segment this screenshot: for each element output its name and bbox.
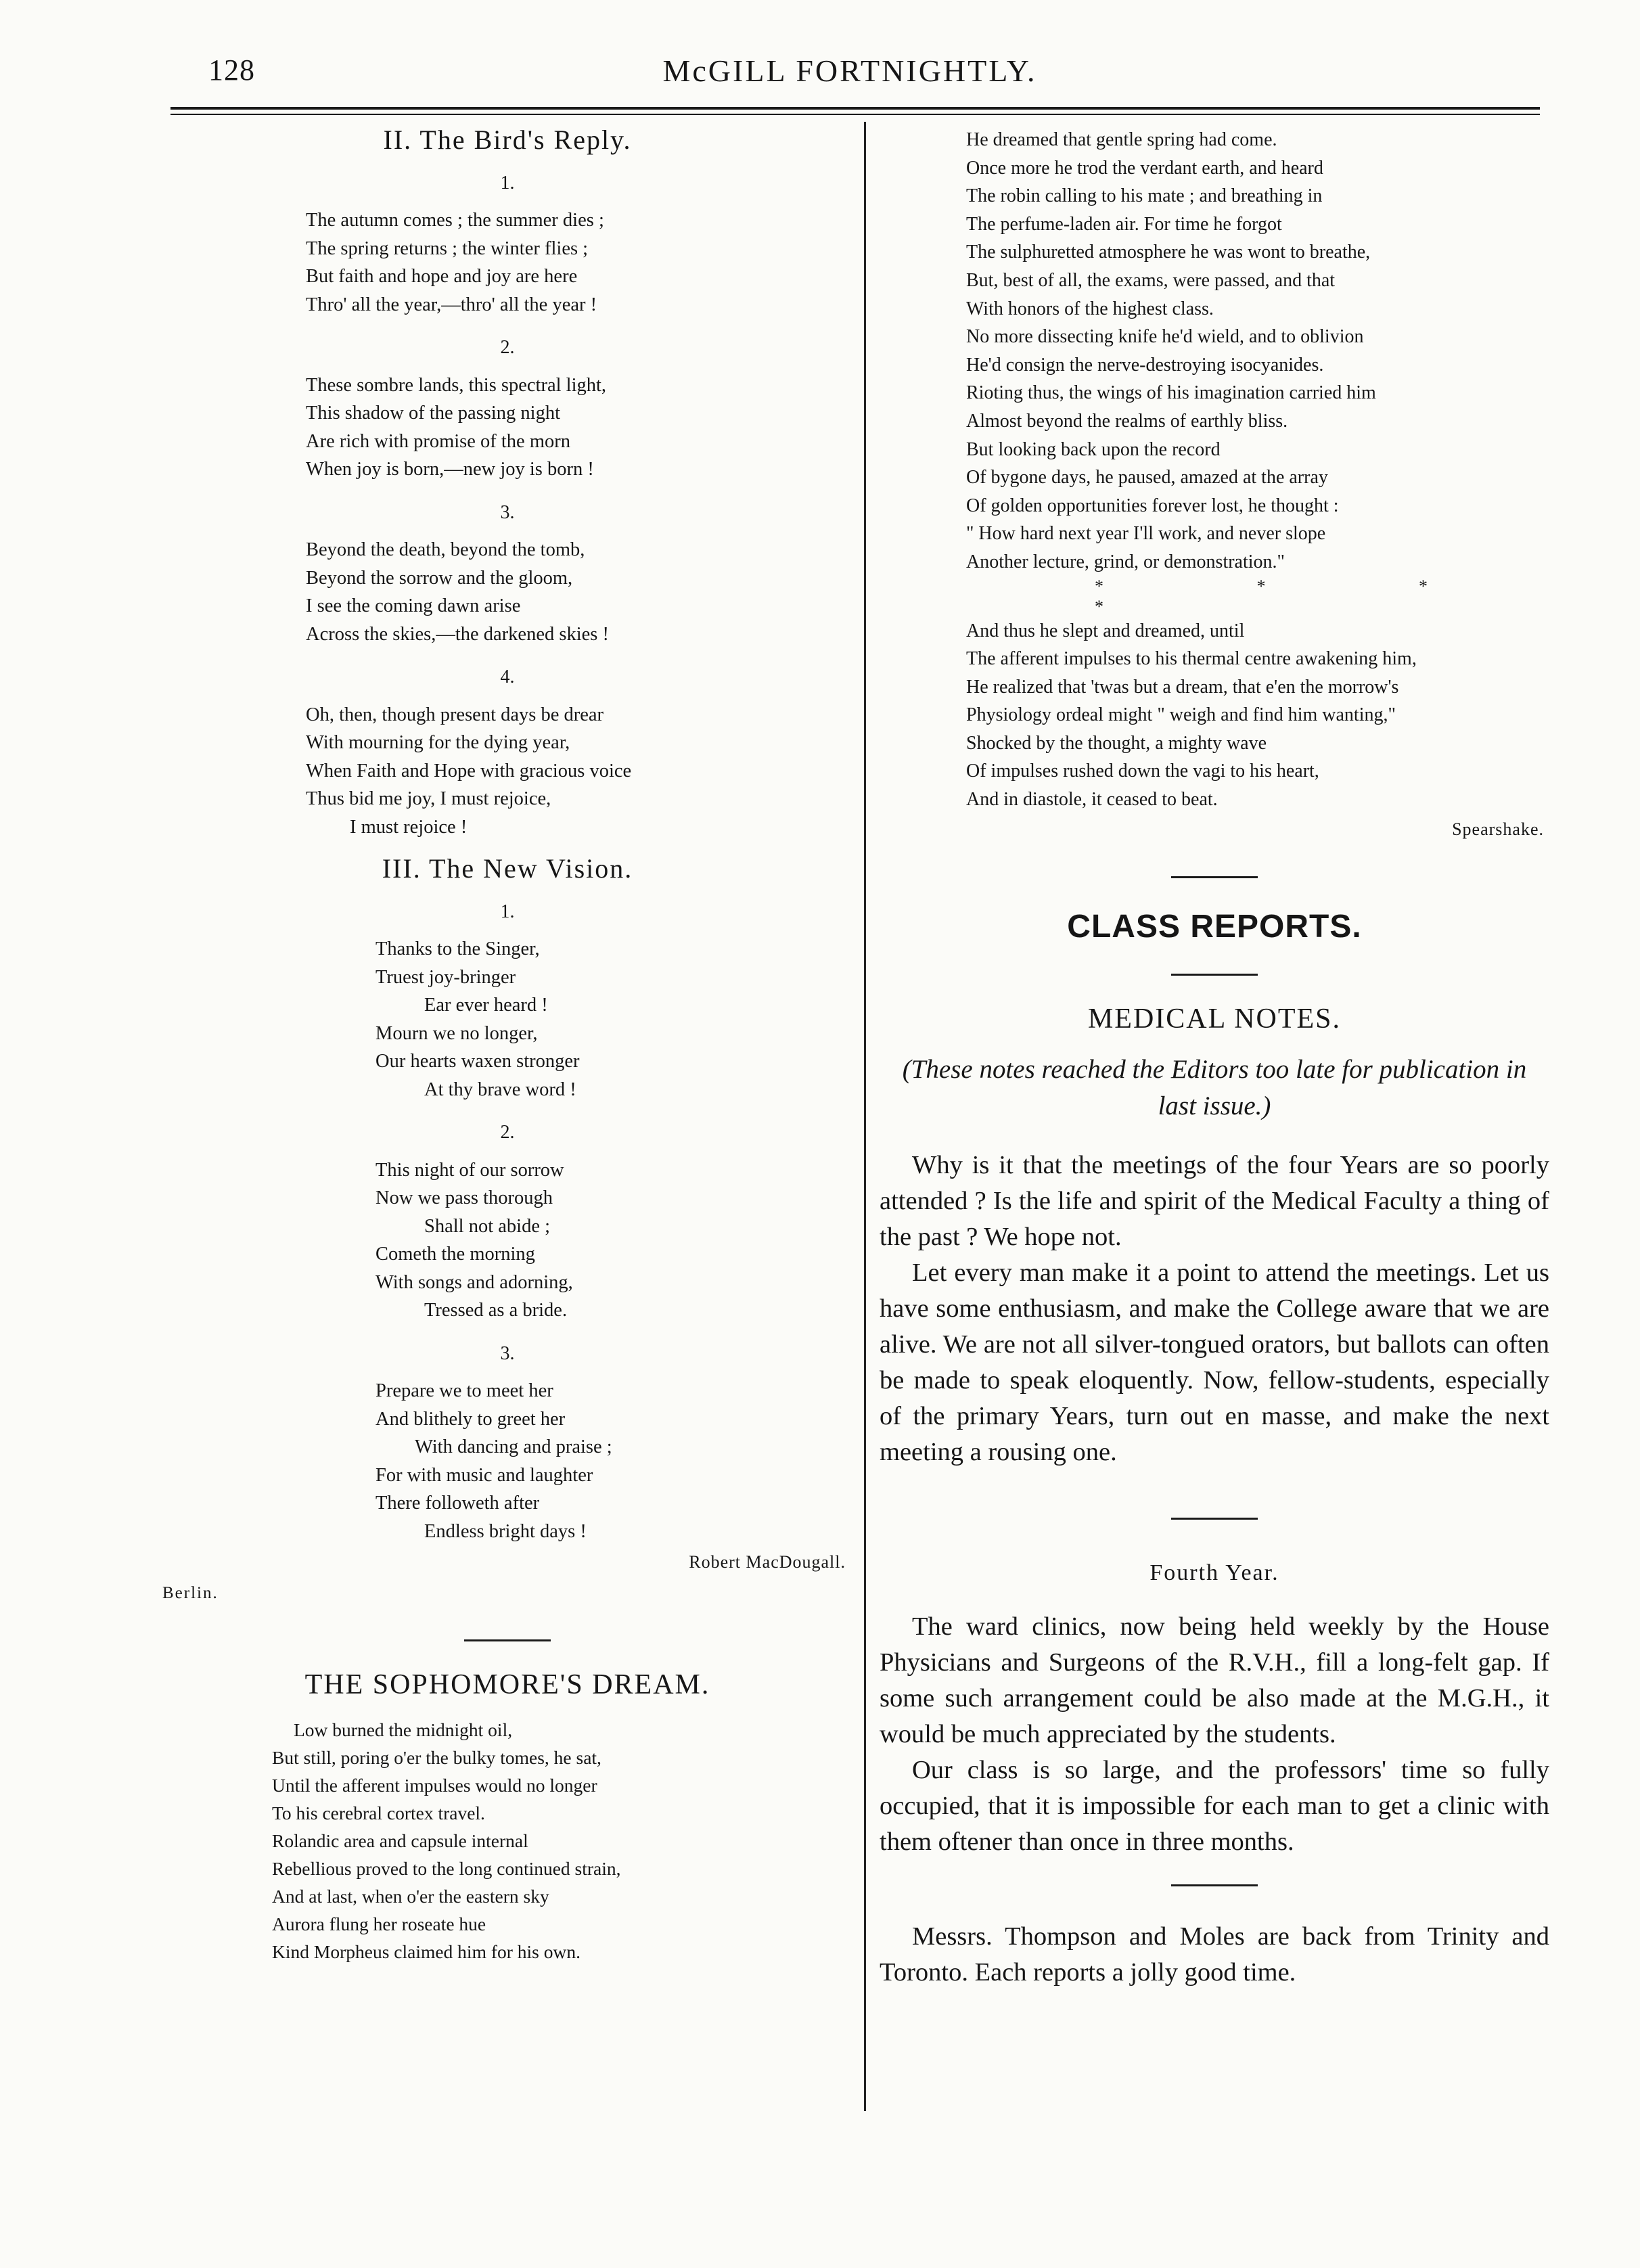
stanza-lines [375,935,846,1104]
paragraph: Messrs. Thompson and Moles are back from Trinity and Toronto. Each reports a jolly good time. [880,1922,1549,1987]
header-rule [170,107,1540,110]
poem-line: Endless bright days ! [424,1520,587,1542]
poem-line: And in diastole, it ceased to beat. [966,789,1218,811]
poem-line: Kind Morpheus claimed him for his own. [272,1941,580,1962]
poem-line: But, best of all, the exams, were passed, and that [966,269,1336,291]
poem-line: He realized that 'twas but a dream, that e'en the morrow's [966,676,1399,698]
section-divider [1171,974,1258,976]
poem-line: To his cerebral cortex travel. [272,1802,485,1823]
poem-line: The spring returns ; the winter flies ; [306,237,589,259]
poem-line: This night of our sorrow [375,1159,564,1181]
poem-line: Thro' all the year,—thro' all the year ! [306,294,597,315]
poem-line: With mourning for the dying year, [306,732,570,753]
stanza-lines [306,371,846,484]
poem-line: Prepare we to meet her [375,1380,553,1401]
paragraph: Why is it that the meetings of the four Years are so poorly attended ? Is the life and spirit of the Medical Faculty a thing of the past ? We hope not. [880,1150,1549,1251]
poem-line: But still, poring o'er the bulky tomes, he sat, [272,1746,601,1768]
section-divider [464,1639,551,1641]
poem-line: Of bygone days, he paused, amazed at the array [966,467,1328,489]
poem-line: I see the coming dawn arise [306,595,521,616]
left-column [162,124,846,1966]
poem-line: He'd consign the nerve-destroying isocyanides. [966,354,1324,376]
stanza-number: 2. [500,337,515,358]
poem-line: Rebellious proved to the long continued strain, [272,1857,621,1879]
dream-poem-continued [966,126,1549,814]
poem-line: The afferent impulses to his thermal centre awakening him, [966,648,1417,670]
dream-poem-start [272,1716,846,1966]
class-reports-heading: CLASS REPORTS. [1067,908,1362,945]
fourth-year-heading: Fourth Year. [1149,1560,1279,1585]
stanza-lines [306,701,846,842]
place-line: Berlin. [162,1583,219,1602]
author-signature: Robert MacDougall. [689,1552,846,1572]
poem-line: The sulphuretted atmosphere he was wont to breathe, [966,242,1371,263]
poem-line: Physiology ordeal might " weigh and find him wanting," [966,704,1396,726]
poem-line: Of golden opportunities forever lost, he thought : [966,495,1339,516]
stanza-lines [306,206,846,319]
poem-line: These sombre lands, this spectral light, [306,374,607,396]
section-title-birds-reply: II. The Bird's Reply. [383,124,632,155]
poem-line: Of impulses rushed down the vagi to his heart, [966,761,1319,782]
poem-line: Thanks to the Singer, [375,938,540,959]
section-divider [1171,1518,1258,1520]
poem-line: Across the skies,—the darkened skies ! [306,623,609,645]
stanza-number: 3. [500,501,515,523]
author-signature: Spearshake. [1452,819,1544,839]
stanza [169,663,846,841]
poem-line: Now we pass thorough [375,1187,553,1208]
poem-line: Rolandic area and capsule internal [272,1830,528,1851]
poem-line: Shocked by the thought, a mighty wave [966,732,1267,754]
poem-line: Rioting thus, the wings of his imagination carried him [966,382,1376,404]
poem-line: The robin calling to his mate ; and breathing in [966,185,1323,207]
poem-line: Almost beyond the realms of earthly bliss. [966,410,1288,432]
stanza-number: 1. [500,172,515,194]
poem-line: No more dissecting knife he'd wield, and to oblivion [966,326,1364,348]
poem-line: Low burned the midnight oil, [294,1719,513,1740]
stanza-number: 3. [500,1342,515,1364]
paragraph: The ward clinics, now being held weekly by the House Physicians and Surgeons of the R.V.H., fill a long-felt gap. If some such arrangement could be also made at the M.G.H., it would be much appreciated by the students. [880,1612,1549,1748]
poem-line: Ear ever heard ! [424,995,548,1016]
poem-line: When joy is born,—new joy is born ! [306,459,594,480]
stanza [169,1340,846,1546]
poem-line: This shadow of the passing night [306,403,561,424]
poem-line: But looking back upon the record [966,438,1221,460]
poem-line: Truest joy-bringer [375,966,516,988]
medical-notes-body [880,1148,1549,1470]
right-column [880,126,1549,1991]
poem-line: I must rejoice ! [350,816,468,838]
running-title: McGILL FORTNIGHTLY. [662,53,1037,88]
medical-notes-heading: MEDICAL NOTES. [1087,1003,1342,1035]
poem-line: With dancing and praise ; [415,1436,612,1457]
paragraph: Our class is so large, and the professors' time so fully occupied, that it is impossible for each man to get a clinic with them oftener than once in three months. [880,1755,1549,1856]
poem-line: There followeth after [375,1493,540,1514]
poem-line: At thy brave word ! [424,1079,576,1100]
stanza-lines [375,1156,846,1325]
final-note-body [880,1919,1549,1991]
stanza-number: 1. [500,901,515,922]
poem-line: Mourn we no longer, [375,1022,538,1044]
poem-line: When Faith and Hope with gracious voice [306,760,632,781]
stanza [169,499,846,649]
section-title-sophomores-dream: THE SOPHOMORE'S DREAM. [304,1669,710,1700]
fourth-year-body [880,1609,1549,1860]
poem-line: " How hard next year I'll work, and never slope [966,523,1326,545]
poem-line: And at last, when o'er the eastern sky [272,1885,549,1907]
editors-note: (These notes reached the Editors too late for publication in last issue.) [902,1054,1527,1120]
poem-line: Our hearts waxen stronger [375,1051,580,1072]
poem-line: The autumn comes ; the summer dies ; [306,210,604,231]
stanza [169,1118,846,1325]
poem-line: The perfume-laden air. For time he forgot [966,213,1282,235]
poem-line: Once more he trod the verdant earth, and heard [966,157,1323,179]
stanza-lines [375,1377,846,1545]
poem-line: Are rich with promise of the morn [306,430,570,452]
poem-line: Thus bid me joy, I must rejoice, [306,788,551,809]
stanza-lines [306,536,846,648]
poem-line: Beyond the sorrow and the gloom, [306,567,573,589]
asterisk-break: * * * * [1095,576,1502,616]
page-number: 128 [208,53,255,87]
poem-line: Cometh the morning [375,1244,535,1265]
poem-line: Another lecture, grind, or demonstration." [966,551,1285,572]
poem-line: For with music and laughter [375,1464,593,1486]
section-divider [1171,876,1258,878]
section-divider [1171,1884,1258,1886]
poem-line: Tressed as a bride. [424,1300,568,1321]
poem-line: Oh, then, though present days be drear [306,704,604,725]
poem-line: With honors of the highest class. [966,298,1214,319]
poem-line: With songs and adorning, [375,1271,573,1293]
header-rule-thin [170,114,1540,115]
column-divider [864,122,866,2111]
section-title-new-vision: III. The New Vision. [382,853,633,884]
poem-line: Until the afferent impulses would no longer [272,1774,597,1796]
poem-line: Aurora flung her roseate hue [272,1913,486,1934]
stanza-number: 4. [500,666,515,687]
poem-line: And blithely to greet her [375,1408,566,1430]
poem-line: But faith and hope and joy are here [306,266,578,287]
paragraph: Let every man make it a point to attend the meetings. Let us have some enthusiasm, and make the College aware that we are alive. We are not all silver-tongued orators, but ballots can often be made to speak eloquently. Now, fellow-students, especially of the primary Years, turn out en masse, and make the next meeting a rousing one. [880,1258,1549,1466]
poem-line: He dreamed that gentle spring had come. [966,129,1277,150]
stanza [169,169,846,319]
poem-line: Shall not abide ; [424,1215,551,1237]
stanza [169,334,846,484]
poem-line: And thus he slept and dreamed, until [966,620,1245,641]
page-header [160,53,1540,100]
stanza-number: 2. [500,1122,515,1143]
poem-line: Beyond the death, beyond the tomb, [306,539,585,560]
stanza [169,898,846,1104]
